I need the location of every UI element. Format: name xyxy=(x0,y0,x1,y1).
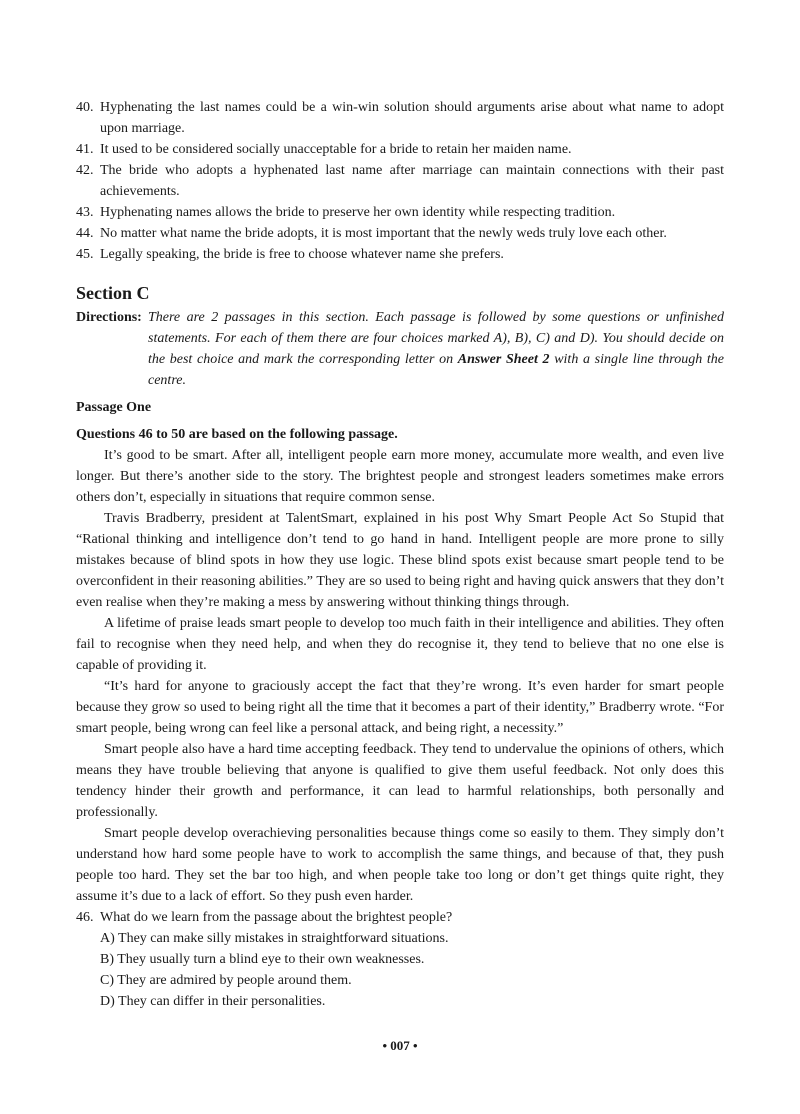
directions-text-part2: with a single line through the centre. xyxy=(148,352,724,388)
answer-sheet-label: Answer Sheet 2 xyxy=(457,352,550,367)
statement-item xyxy=(76,223,724,244)
option-a: A) They can make silly mistakes in straightforward situations. xyxy=(100,931,449,946)
statement-number: 44. xyxy=(76,226,94,241)
option-c: C) They are admired by people around them. xyxy=(100,973,352,988)
passage-paragraph: “It’s hard for anyone to graciously accept the fact that they’re wrong. It’s even harder for smart people because they grow so used to being right all the time that it becomes a part of their identity,” Bradberry wrote. “For smart people, being wrong can feel like a personal attack, and being right, a necessity.” xyxy=(76,679,724,736)
statement-number: 41. xyxy=(76,142,94,157)
option-d: D) They can differ in their personalities. xyxy=(100,994,326,1009)
statement-number: 42. xyxy=(76,163,94,178)
statement-text: The bride who adopts a hyphenated last name after marriage can maintain connections with their past achievements. xyxy=(100,163,724,199)
directions-label: Directions: xyxy=(76,310,142,325)
passage-body xyxy=(76,445,724,907)
statement-item xyxy=(76,139,724,160)
section-title: Section C xyxy=(76,283,150,303)
question-46 xyxy=(76,907,724,928)
question-number: 46. xyxy=(76,910,94,925)
passage-intro: Questions 46 to 50 are based on the following passage. xyxy=(76,427,398,442)
passage-paragraph: It’s good to be smart. After all, intelligent people earn more money, accumulate more wealth, and even live longer. But there’s another side to the story. The brightest people and strongest leaders sometimes make errors others don’t, especially in situations that require common sense. xyxy=(76,448,724,505)
option-b: B) They usually turn a blind eye to their own weaknesses. xyxy=(100,952,425,967)
statement-list xyxy=(76,97,724,265)
statement-item xyxy=(76,202,724,223)
statement-text: Legally speaking, the bride is free to choose whatever name she prefers. xyxy=(100,247,504,262)
statement-text: No matter what name the bride adopts, it is most important that the newly weds truly love each other. xyxy=(100,226,667,241)
passage-title: Passage One xyxy=(76,400,152,415)
directions-text-part1: There are 2 passages in this section. Each passage is followed by some questions or unfinished statements. For each of them there are four choices marked A), B), C) and D). You should decide on the best choice and mark the corresponding letter on xyxy=(148,310,724,367)
statement-item xyxy=(76,97,724,139)
page-number: • 007 • xyxy=(382,1038,418,1053)
directions xyxy=(76,307,724,391)
passage-paragraph: Travis Bradberry, president at TalentSmart, explained in his post Why Smart People Act So Stupid that “Rational thinking and intelligence don’t tend to go hand in hand. Intelligent people are more prone to silly mistakes because of blind spots in how they use logic. These blind spots exist because smart people tend to be overconfident in their reasoning abilities.” They are so used to being right and having quick answers that they don’t even realise when they’re making a mess by answering without thinking things through. xyxy=(76,511,724,610)
statement-item xyxy=(76,244,724,265)
passage-paragraph: Smart people develop overachieving personalities because things come so easily to them. They simply don’t understand how hard some people have to work to accomplish the same things, and because of that, they push people too hard. They set the bar too high, and when people take too long or don’t get things quite right, they assume it’s due to a lack of effort. So they push even harder. xyxy=(76,826,724,904)
statement-text: Hyphenating the last names could be a win-win solution should arguments arise about what name to adopt upon marriage. xyxy=(100,100,724,136)
statement-item xyxy=(76,160,724,202)
statement-number: 43. xyxy=(76,205,94,220)
statement-number: 45. xyxy=(76,247,94,262)
passage-paragraph: Smart people also have a hard time accepting feedback. They tend to undervalue the opinions of others, which means they have trouble believing that anyone is qualified to give them useful feedback. Not only does this tendency hinder their growth and performance, it can lead to harmful relationships, both personally and professionally. xyxy=(76,742,724,820)
statement-number: 40. xyxy=(76,100,94,115)
directions-text xyxy=(148,307,724,391)
statement-text: It used to be considered socially unacceptable for a bride to retain her maiden name. xyxy=(100,142,572,157)
question-text: What do we learn from the passage about the brightest people? xyxy=(100,910,453,925)
statement-text: Hyphenating names allows the bride to preserve her own identity while respecting tradition. xyxy=(100,205,616,220)
page-content xyxy=(76,97,724,1012)
passage-paragraph: A lifetime of praise leads smart people to develop too much faith in their intelligence and abilities. They often fail to recognise when they need help, and when they do recognise it, they tend to believe that no one else is capable of providing it. xyxy=(76,616,724,673)
